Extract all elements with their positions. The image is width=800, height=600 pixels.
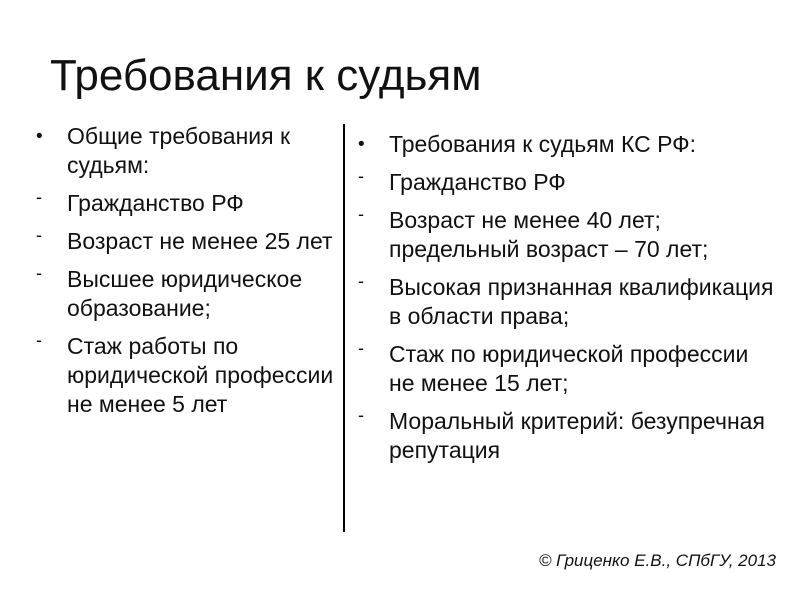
left-item-text: Возраст не менее 25 лет bbox=[67, 228, 333, 254]
right-list-item bbox=[358, 273, 778, 331]
right-item-text: Моральный критерий: безупречная репутация bbox=[389, 408, 765, 463]
bullet-icon: • bbox=[358, 134, 365, 155]
dash-icon: - bbox=[358, 166, 364, 186]
left-list-item bbox=[36, 227, 341, 256]
left-item-text: Высшее юридическое образование; bbox=[67, 266, 303, 321]
dash-icon: - bbox=[358, 338, 364, 358]
left-list-item bbox=[36, 189, 341, 218]
right-item-text: Стаж по юридической профессии не менее 15 лет; bbox=[389, 341, 749, 396]
right-list-item bbox=[358, 130, 778, 159]
left-list-item bbox=[36, 122, 341, 180]
left-item-text: Общие требования к судьям: bbox=[67, 123, 291, 178]
left-list-item bbox=[36, 332, 341, 419]
bullet-icon: • bbox=[36, 126, 43, 147]
right-list-item bbox=[358, 340, 778, 398]
dash-icon: - bbox=[36, 225, 42, 245]
right-item-text: Требования к судьям КС РФ: bbox=[389, 131, 697, 157]
dash-icon: - bbox=[358, 271, 364, 291]
right-list-item bbox=[358, 407, 778, 465]
right-item-text: Возраст не менее 40 лет; предельный возраст – 70 лет; bbox=[389, 207, 709, 262]
dash-icon: - bbox=[36, 263, 42, 283]
left-item-text: Гражданство РФ bbox=[67, 190, 244, 216]
dash-icon: - bbox=[36, 330, 42, 350]
dash-icon: - bbox=[358, 204, 364, 224]
column-divider bbox=[343, 124, 345, 532]
dash-icon: - bbox=[358, 405, 364, 425]
right-list-item bbox=[358, 206, 778, 264]
left-item-text: Стаж работы по юридической профессии не менее 5 лет bbox=[67, 333, 334, 417]
right-column-list bbox=[358, 130, 778, 474]
right-item-text: Гражданство РФ bbox=[389, 169, 566, 195]
right-list-item bbox=[358, 168, 778, 197]
right-item-text: Высокая признанная квалификация в области права; bbox=[389, 274, 774, 329]
slide-title: Требования к судьям bbox=[50, 51, 482, 100]
dash-icon: - bbox=[36, 187, 42, 207]
left-list-item bbox=[36, 265, 341, 323]
left-column-list bbox=[36, 122, 341, 428]
copyright-footer: © Гриценко Е.В., СПбГУ, 2013 bbox=[538, 551, 776, 570]
